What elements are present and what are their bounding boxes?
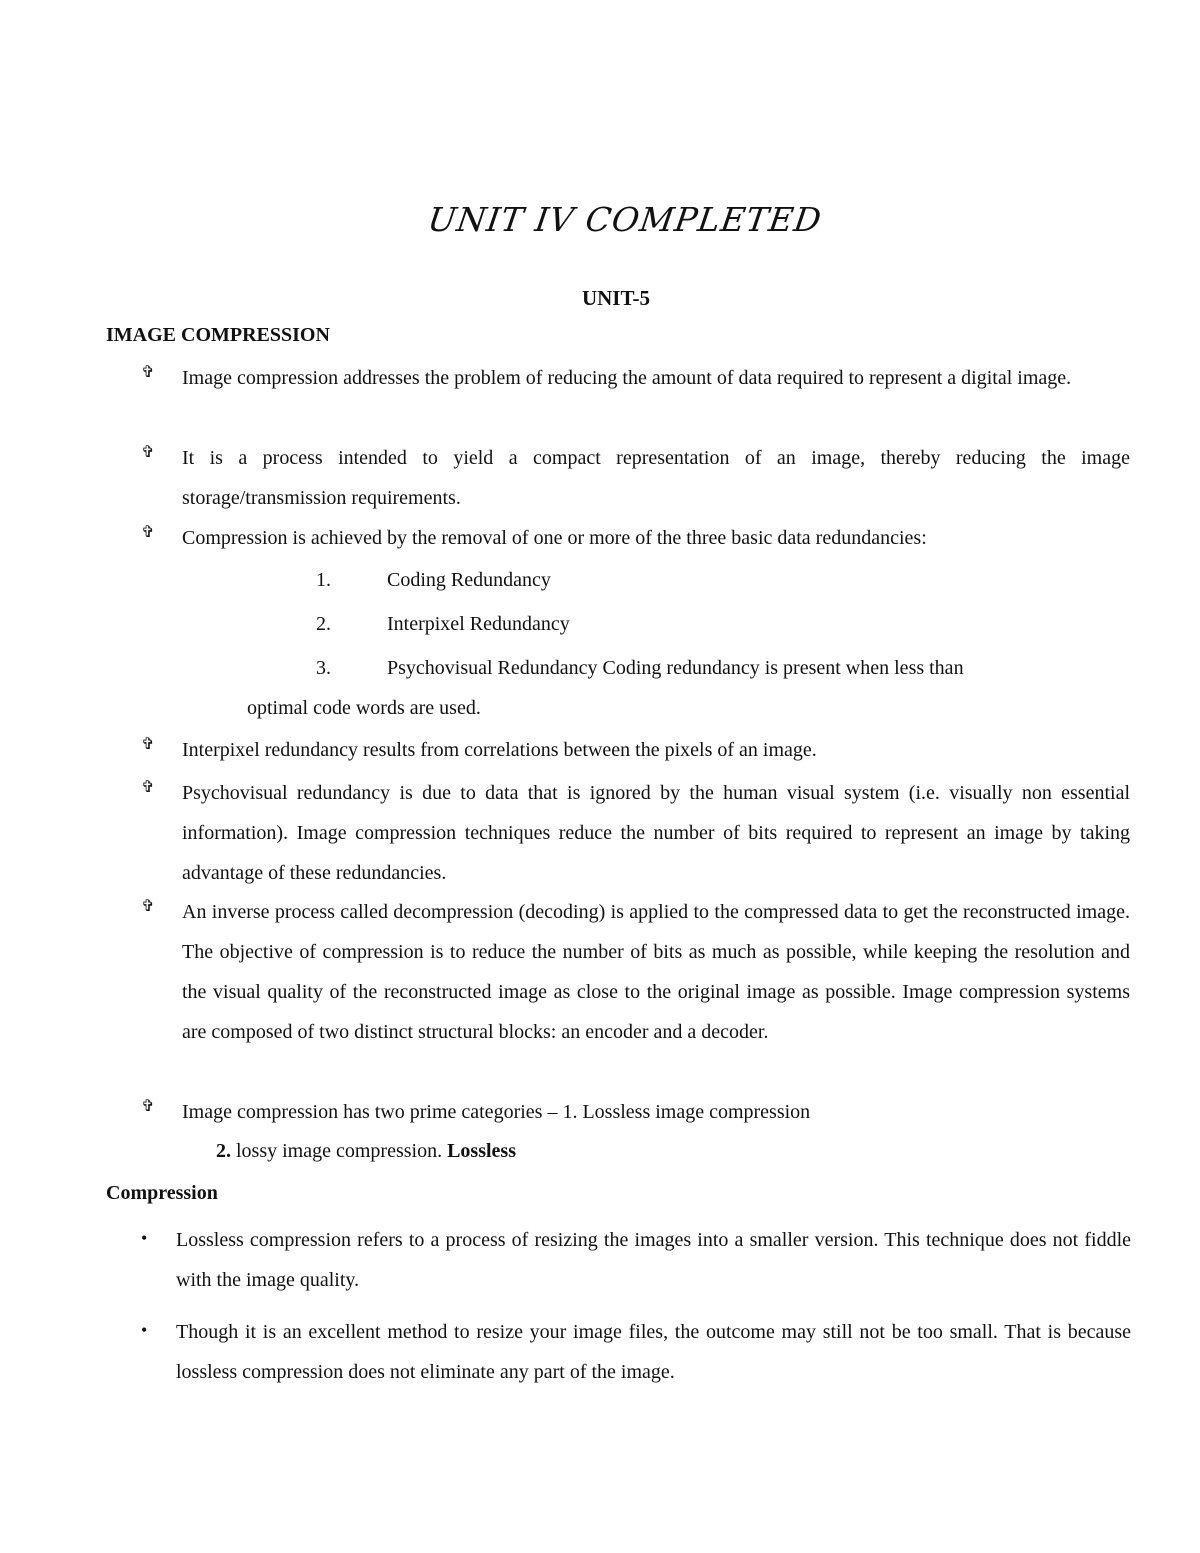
section-heading: IMAGE COMPRESSION xyxy=(106,324,330,346)
bullet-text: It is a process intended to yield a compact representation of an image, thereby reducing the image storage/transmission requirements. xyxy=(182,447,1130,509)
dot-bullet-text: Though it is an excellent method to resize your image files, the outcome may still not be too small. That is because lossless compression does not eliminate any part of the image. xyxy=(176,1321,1131,1383)
dot-bullet-icon: • xyxy=(141,1228,148,1248)
item-text: Coding Redundancy xyxy=(387,569,551,591)
bullet-text: Compression is achieved by the removal of one or more of the three basic data redundancies: xyxy=(182,527,927,549)
bullet-text: An inverse process called decompression (decoding) is applied to the compressed data to get the reconstructed image. The objective of compression is to reduce the number of bits as much as possible, while keeping the resolution and the visual quality of the reconstructed image as close to the original image as possible. Image compression systems are composed of two distinct structural blocks: an encoder and a decoder. xyxy=(182,901,1130,1043)
dot-bullet-text: Lossless compression refers to a process of resizing the images into a smaller version. This technique does not fiddle with the image quality. xyxy=(176,1229,1131,1291)
cross-bullet-icon: ✞ xyxy=(141,779,155,796)
cross-bullet-icon: ✞ xyxy=(141,524,155,541)
bullet-text: Psychovisual redundancy is due to data that is ignored by the human visual system (i.e. visually non essential information). Image compression techniques reduce the number of bits required to represent an image by taking advantage of these redundancies. xyxy=(182,782,1130,884)
bullet-text: Image compression has two prime categories – 1. Lossless image compression xyxy=(182,1101,811,1123)
categories-line-two xyxy=(216,1140,516,1163)
item-text: Psychovisual Redundancy Coding redundancy is present when less than xyxy=(387,657,964,679)
unit-title: UNIT-5 xyxy=(581,286,651,310)
item-number: 3. xyxy=(316,657,331,679)
item-number: 2. xyxy=(316,613,331,635)
item-text: Interpixel Redundancy xyxy=(387,613,570,635)
cross-bullet-icon: ✞ xyxy=(141,444,155,461)
category-text: lossy image compression. xyxy=(231,1140,448,1162)
bullet-text: Image compression addresses the problem of reducing the amount of data required to represent a digital image. xyxy=(182,367,1072,389)
item-number: 1. xyxy=(316,569,331,591)
cross-bullet-icon: ✞ xyxy=(141,364,155,381)
main-title: UNIT IV COMPLETED xyxy=(425,200,825,239)
bullet-text: Interpixel redundancy results from correlations between the pixels of an image. xyxy=(182,739,817,761)
dot-bullet-icon: • xyxy=(141,1320,148,1340)
category-number: 2. xyxy=(216,1140,231,1162)
lossless-heading-start: Lossless xyxy=(447,1140,516,1162)
compression-heading: Compression xyxy=(106,1182,218,1204)
cross-bullet-icon: ✞ xyxy=(141,898,155,915)
cross-bullet-icon: ✞ xyxy=(141,1098,155,1115)
numbered-continuation: optimal code words are used. xyxy=(247,697,481,719)
cross-bullet-icon: ✞ xyxy=(141,736,155,753)
